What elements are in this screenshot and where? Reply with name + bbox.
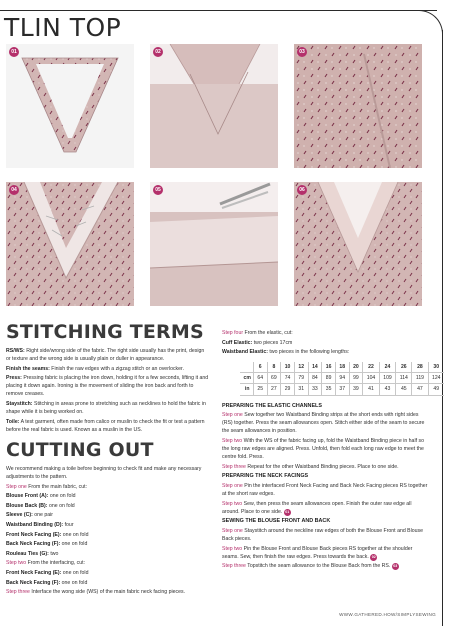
elastic-length-cell: 69 bbox=[267, 373, 281, 384]
photo-02 bbox=[150, 44, 278, 168]
left-column bbox=[6, 320, 210, 598]
facings-step: Step one Pin the interfaced Front Neck Facing and Back Neck Facing pieces RS together at the short raw edges. bbox=[222, 482, 428, 497]
elastic-length-cell: 45 bbox=[396, 384, 412, 395]
size-label: 22 bbox=[363, 362, 380, 373]
photo-04-pinned-facing-image bbox=[6, 182, 134, 306]
front-back-step: Step one Staystitch around the neckline raw edges of both the Blouse Front and Blouse Back pieces. bbox=[222, 527, 424, 542]
unit-label: cm bbox=[240, 373, 253, 384]
elastic-length-cell: 99 bbox=[349, 373, 363, 384]
elastic-length-cell: 109 bbox=[379, 373, 396, 384]
elastic-length-cell: 114 bbox=[396, 373, 412, 384]
facings-step: Step two Sew, then press the seam allowances open. Finish the outer raw edge all around. Place to one side. 01 bbox=[222, 500, 412, 515]
size-label: 6 bbox=[253, 362, 267, 373]
piece-row: Back Neck Facing (F): one on fold bbox=[6, 579, 88, 586]
front-back-step: Step two Pin the Blouse Front and Blouse Back pieces RS together at the shoulder seams. Sew, then finish the raw edges. Press towards the back. 02 bbox=[222, 545, 413, 560]
interfacing-pieces bbox=[6, 569, 210, 587]
waistband-elastic: Waistband Elastic: two pieces in the following lengths: bbox=[222, 349, 350, 356]
term-toile: Toile: A test garment, often made from calico or muslin to check the fit or test a pattern before the real fabric is used. Known as a muslin in the US. bbox=[6, 418, 205, 433]
elastic-channels-heading: PREPARING THE ELASTIC CHANNELS bbox=[222, 402, 322, 409]
right-column bbox=[222, 329, 441, 572]
photo-number-badge: 01 bbox=[9, 47, 19, 57]
piece-row: Front Neck Facing (E): one on fold bbox=[6, 531, 89, 538]
term-finish-seams: Finish the seams: Finish the raw edges with a zigzag stitch or an overlocker. bbox=[6, 365, 184, 372]
unit-label: in bbox=[240, 384, 253, 395]
photo-06 bbox=[294, 182, 422, 306]
cutting-intro: We recommend making a toile before beginning to check fit and make any necessary adjustments to the pattern. bbox=[6, 465, 202, 481]
photo-number-badge: 04 bbox=[9, 185, 19, 195]
elastic-length-cell: 89 bbox=[322, 373, 336, 384]
photo-number-badge: 06 bbox=[297, 185, 307, 195]
page-title: TLIN TOP bbox=[4, 13, 122, 42]
page-side-rule bbox=[442, 30, 443, 626]
size-label: 24 bbox=[379, 362, 396, 373]
piece-row: Rouleau Ties (G): two bbox=[6, 550, 59, 557]
channels-step: Step one Sew together two Waistband Binding strips at the short ends with right sides (RS) together. Press the seam allowances open. Stitch either side of the seam to secure the seam allowances in position. bbox=[222, 412, 425, 435]
photo-01 bbox=[6, 44, 134, 168]
size-label: 18 bbox=[335, 362, 349, 373]
front-back-heading: SEWING THE BLOUSE FRONT AND BACK bbox=[222, 518, 331, 525]
footer-url: WWW.GATHERED.HOW/SIMPLYSEWING bbox=[339, 612, 436, 617]
photo-05-trimming-image bbox=[150, 182, 278, 306]
elastic-length-cell: 49 bbox=[428, 384, 444, 395]
photo-05 bbox=[150, 182, 278, 306]
size-row-cm bbox=[240, 373, 444, 384]
cutting-step-three: Step three Interface the wong side (WS) of the main fabric neck facing pieces. bbox=[6, 589, 186, 596]
neck-facings-heading: PREPARING THE NECK FACINGS bbox=[222, 473, 309, 480]
elastic-length-cell: 29 bbox=[281, 384, 295, 395]
elastic-length-cell: 119 bbox=[412, 373, 428, 384]
size-label: 28 bbox=[412, 362, 428, 373]
photo-number-badge: 05 bbox=[153, 185, 163, 195]
size-row-in bbox=[240, 384, 444, 395]
cutting-step-two: Step two From the interfacing, cut: bbox=[6, 560, 86, 567]
size-label: 14 bbox=[308, 362, 322, 373]
elastic-length-cell: 124 bbox=[428, 373, 444, 384]
cutting-step-four: Step four From the elastic, cut: bbox=[222, 330, 293, 336]
elastic-length-cell: 37 bbox=[335, 384, 349, 395]
size-label: 12 bbox=[294, 362, 308, 373]
piece-row: Blouse Back (B): one on fold bbox=[6, 502, 75, 509]
channels-step: Step three Repeat for the other Waistband Binding pieces. Place to one side. bbox=[222, 463, 399, 470]
main-fabric-pieces bbox=[6, 492, 210, 558]
size-label: 20 bbox=[349, 362, 363, 373]
elastic-size-table bbox=[240, 362, 444, 395]
elastic-length-cell: 64 bbox=[253, 373, 267, 384]
elastic-length-cell: 33 bbox=[308, 384, 322, 395]
photo-number-badge: 03 bbox=[297, 47, 307, 57]
photo-01-neck-facing-image bbox=[6, 44, 134, 168]
size-header-row bbox=[240, 362, 444, 373]
stitching-terms-heading: STITCHING TERMS bbox=[6, 321, 204, 343]
elastic-length-cell: 39 bbox=[349, 384, 363, 395]
header-rule bbox=[0, 10, 437, 11]
photo-ref-badge: 02 bbox=[371, 554, 376, 559]
photo-ref-badge: 01 bbox=[285, 509, 290, 514]
elastic-length-cell: 84 bbox=[308, 373, 322, 384]
elastic-length-cell: 43 bbox=[379, 384, 396, 395]
term-staystitch: Staystitch: Stitching in areas prone to stretching such as necklines to hold the fabric in shape while it is being worked on. bbox=[6, 401, 206, 416]
piece-row: Back Neck Facing (F): one on fold bbox=[6, 541, 88, 548]
piece-row: Front Neck Facing (E): one on fold bbox=[6, 569, 89, 576]
size-label: 26 bbox=[396, 362, 412, 373]
elastic-length-cell: 74 bbox=[281, 373, 295, 384]
elastic-length-cell: 31 bbox=[294, 384, 308, 395]
elastic-length-cell: 47 bbox=[412, 384, 428, 395]
piece-row: Waistband Binding (D): four bbox=[6, 522, 74, 528]
photo-06-finished-neckline-image bbox=[294, 182, 422, 306]
photo-03-topstitch-image bbox=[294, 44, 422, 168]
elastic-length-cell: 104 bbox=[363, 373, 380, 384]
photo-02-shoulder-seam-image bbox=[150, 44, 278, 168]
cutting-out-heading: CUTTING OUT bbox=[6, 438, 154, 461]
elastic-length-cell: 94 bbox=[335, 373, 349, 384]
elastic-length-cell: 79 bbox=[294, 373, 308, 384]
front-back-step: Step three Topstitch the seam allowance to the Blouse Back from the RS. 03 bbox=[222, 563, 398, 570]
size-label: 8 bbox=[267, 362, 281, 373]
photo-03 bbox=[294, 44, 422, 168]
size-label: 30 bbox=[428, 362, 444, 373]
elastic-length-cell: 27 bbox=[267, 384, 281, 395]
cuff-elastic: Cuff Elastic: two pieces 17cm bbox=[222, 339, 293, 346]
channels-step: Step two With the WS of the fabric facing up, fold the Waistband Binding piece in half so the long raw edges are aligned. Press. Unfold, then fold each long raw edge to meet the centre fold. Press. bbox=[222, 437, 424, 461]
elastic-length-cell: 25 bbox=[253, 384, 267, 395]
elastic-length-cell: 41 bbox=[363, 384, 380, 395]
photo-04 bbox=[6, 182, 134, 306]
photo-ref-badge: 03 bbox=[393, 564, 398, 569]
header-rule-corner bbox=[417, 10, 443, 36]
piece-row: Sleeve (C): one pair bbox=[6, 512, 54, 519]
cutting-step-one: Step one From the main fabric, cut: bbox=[6, 483, 88, 490]
term-rs-ws: RS/WS: Right side/wrong side of the fabric. The right side usually has the print, design or texture and the wrong side is usually plain or duller in appearance. bbox=[6, 348, 205, 363]
piece-row: Blouse Front (A): one on fold bbox=[6, 493, 76, 500]
elastic-length-cell: 35 bbox=[322, 384, 336, 395]
term-press: Press: Pressing fabric is placing the iron down, holding it for a few seconds, lifting it and placing it down again. Ironing is the movement of sliding the iron back and forth to remove creases. bbox=[6, 375, 209, 398]
size-label: 16 bbox=[322, 362, 336, 373]
photo-number-badge: 02 bbox=[153, 47, 163, 57]
size-label: 10 bbox=[281, 362, 295, 373]
